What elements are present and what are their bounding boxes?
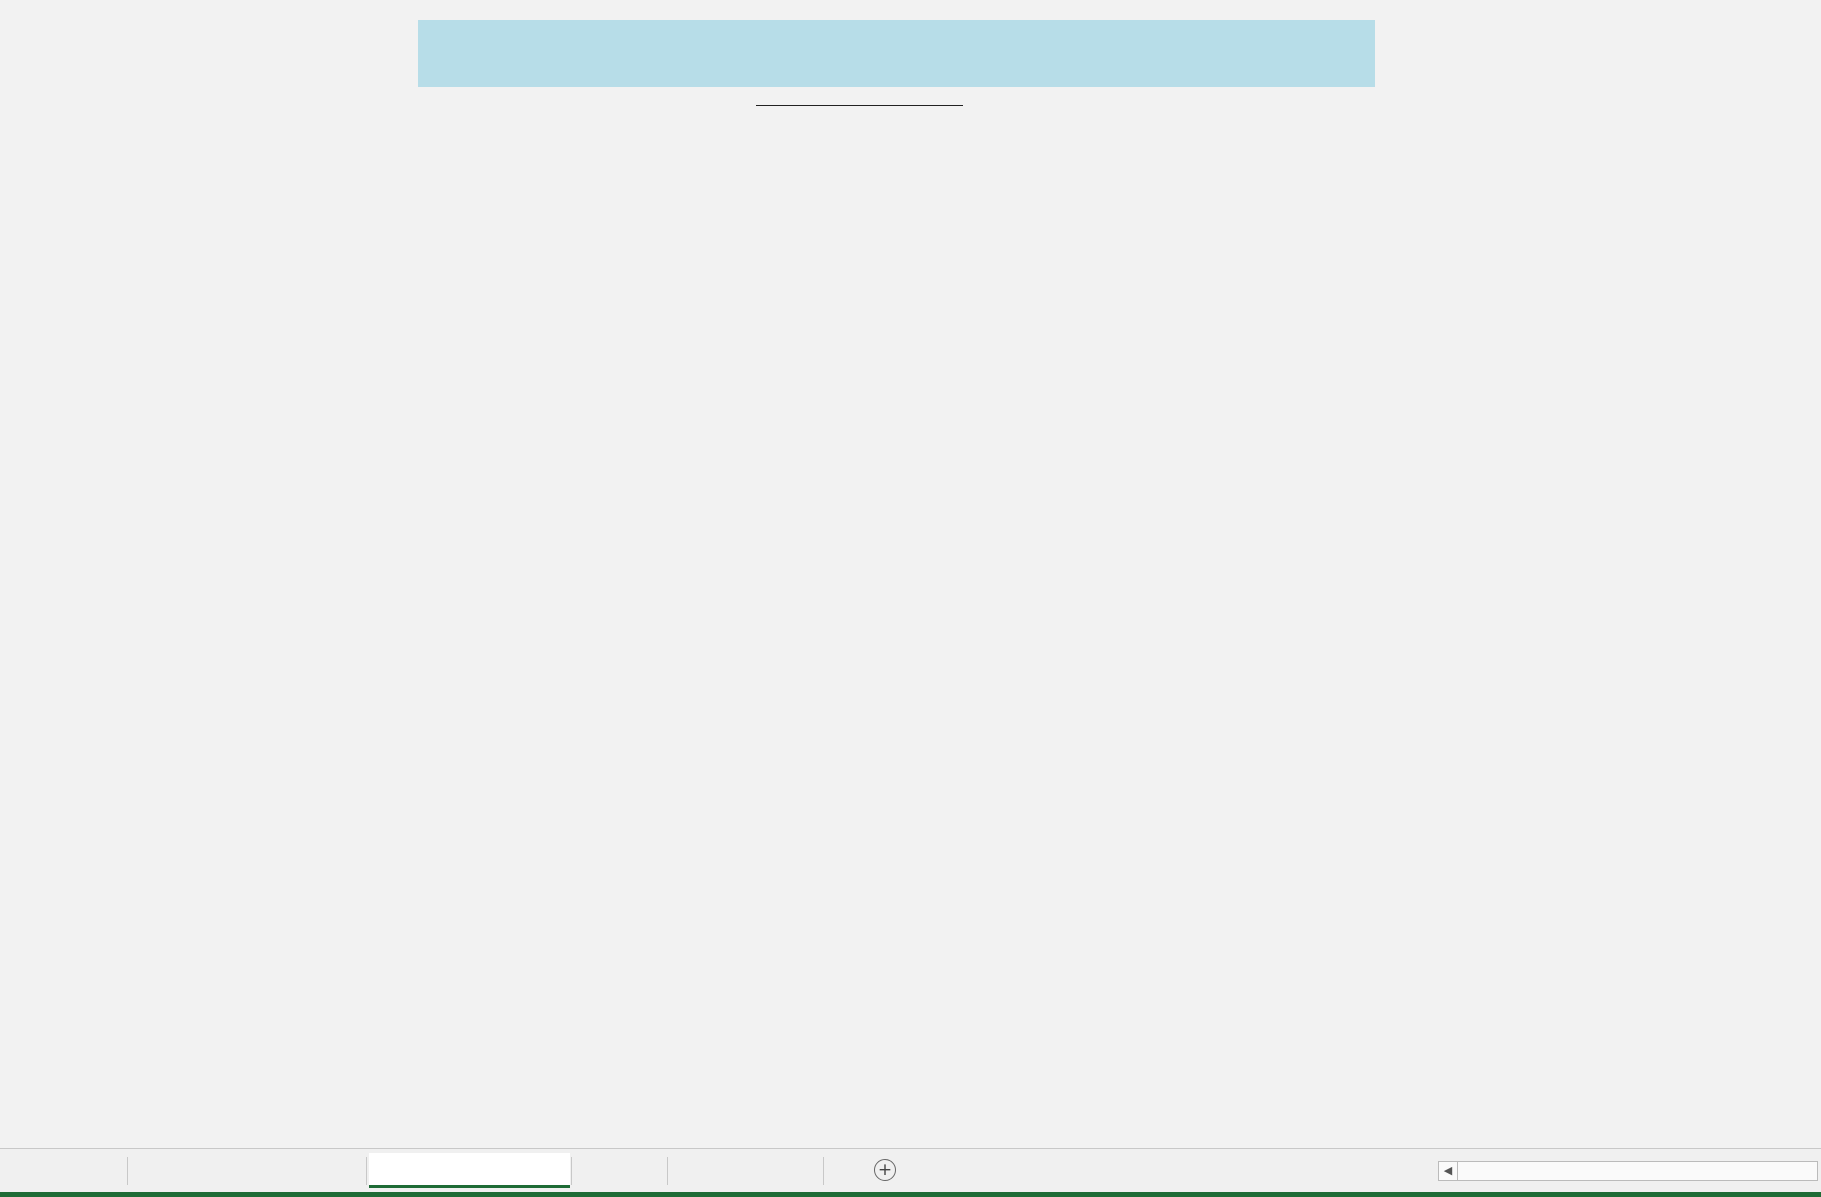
column-header-bar [0, 0, 1821, 18]
sheet-tab-bar [0, 1148, 1821, 1193]
status-strip [0, 1192, 1821, 1197]
initial-fmea-date-field[interactable] [756, 105, 963, 106]
tab-descriptions[interactable] [678, 1153, 818, 1185]
tab-criteria[interactable] [578, 1153, 664, 1185]
tab-fmea-worksheets[interactable] [369, 1153, 570, 1188]
scroll-left-icon[interactable]: ◀ [1439, 1162, 1458, 1180]
horizontal-scrollbar[interactable] [1438, 1161, 1818, 1181]
plus-icon[interactable]: + [874, 1159, 896, 1181]
tab-critical-characteristics[interactable] [140, 1153, 352, 1185]
fmea-title-box [418, 20, 1375, 87]
